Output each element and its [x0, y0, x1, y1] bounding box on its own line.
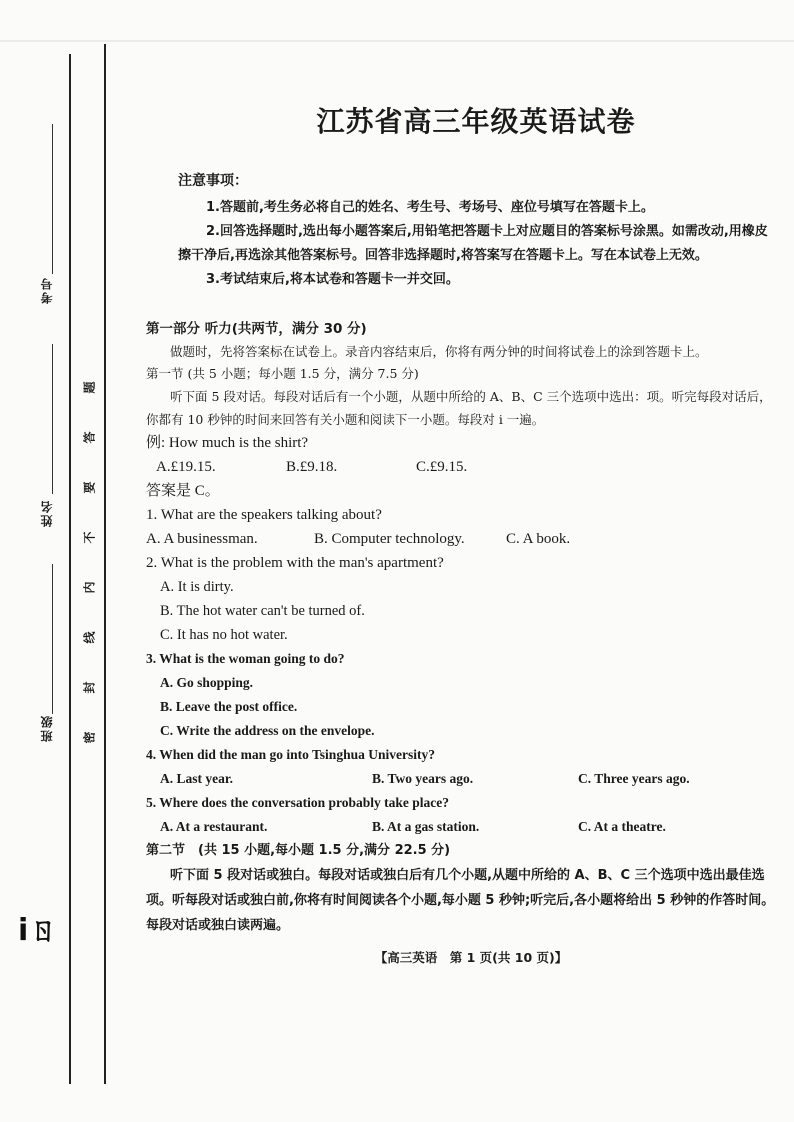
question-1: 1. What are the speakers talking about?	[146, 507, 382, 523]
example-option-c: C.£9.15.	[416, 459, 468, 475]
q4-option-b: B. Two years ago.	[372, 771, 474, 786]
q5-option-c: C. At a theatre.	[578, 819, 666, 834]
seal-char: 不	[82, 531, 97, 544]
notice-item: 3.考试结束后,将本试卷和答题卡一并交回。	[206, 272, 459, 287]
q4-option-a: A. Last year.	[160, 771, 233, 786]
question-5-options	[146, 815, 776, 839]
q1-option-c: C. A book.	[506, 531, 571, 547]
question-4-options	[146, 767, 776, 791]
seal-char: 密	[82, 731, 97, 744]
name-label: 姓名	[40, 499, 54, 527]
margin-line-inner	[104, 44, 106, 1084]
example-answer: 答案是 C。	[146, 483, 220, 499]
q3-option-c: C. Write the address on the envelope.	[160, 723, 375, 738]
section1-heading: 第一节 (共 5 小题；每小题 1.5 分，满分 7.5 分)	[146, 366, 419, 381]
seal-char: 线	[82, 631, 97, 644]
q5-option-a: A. At a restaurant.	[160, 819, 268, 834]
top-edge	[0, 40, 794, 42]
part1-heading: 第一部分 听力(共两节，满分 30 分)	[146, 321, 367, 337]
example-options	[146, 455, 776, 479]
question-5: 5. Where does the conversation probably take place?	[146, 795, 449, 810]
exam-title: 江苏省高三年级英语试卷	[316, 105, 636, 138]
name-line	[52, 344, 53, 494]
exam-number-label: 考号	[40, 276, 54, 304]
section2-intro: 听下面 5 段对话或独白。每段对话或独白后有几个小题,从题中所给的 A、B、C 三个选项中选出最佳选项。听每段对话或独白前,你将有时间阅读各个小题,每小题 5 秒钟;听完后,各小题将给出 5 秒钟的作答时间。每段对话或独白读两遍。	[146, 868, 775, 933]
q3-option-b: B. Leave the post office.	[160, 699, 298, 714]
q2-option-a: A. It is dirty.	[160, 579, 234, 595]
example-option-b: B.£9.18.	[286, 459, 338, 475]
question-3: 3. What is the woman going to do?	[146, 651, 345, 666]
q2-option-c: C. It has no hot water.	[160, 627, 288, 643]
q5-option-b: B. At a gas station.	[372, 819, 480, 834]
seal-char: 答	[82, 431, 97, 444]
seal-char: 封	[82, 681, 97, 694]
section1-intro: 听下面 5 段对话。每段对话后有一个小题，从题中所给的 A、B、C 三个选项中选出：项。听完每段对话后，你都有 10 秒钟的时间来回答有关小题和阅读下一小题。每段对 i 一遍。	[146, 389, 772, 427]
q2-option-b: B. The hot water can't be turned of.	[160, 603, 365, 619]
example-option-a: A.£19.15.	[156, 459, 216, 475]
page-footer: 【高三英语 第 1 页(共 10 页)】	[374, 950, 568, 965]
q1-option-a: A. A businessman.	[146, 531, 258, 547]
notice-item: 1.答题前,考生务必将自己的姓名、考生号、考场号、座位号填写在答题卡上。	[206, 200, 654, 215]
notice-block	[178, 170, 774, 292]
seal-char: 要	[82, 481, 97, 494]
seal-char: 题	[82, 381, 97, 394]
exam-number-line	[52, 124, 53, 274]
question-4: 4. When did the man go into Tsinghua University?	[146, 747, 435, 762]
notice-item: 2.回答选择题时,选出每小题答案后,用铅笔把答题卡上对应题目的答案标号涂黑。如需改动,用橡皮擦干净后,再选涂其他答案标号。回答非选择题时,将答案写在答题卡上。写在本试卷上无效。	[178, 224, 768, 263]
binding-margin	[0, 44, 120, 1122]
question-2: 2. What is the problem with the man's apartment?	[146, 555, 444, 571]
exam-content	[146, 100, 776, 966]
part1-intro: 做题时，先将答案标在试卷上。录音内容结束后，你将有两分钟的时间将试卷上的涂到答题卡上。	[170, 344, 708, 359]
handwritten-mark: iㄖ	[18, 913, 59, 948]
class-line	[52, 564, 53, 714]
question-1-options	[146, 527, 776, 551]
q3-option-a: A. Go shopping.	[160, 675, 254, 690]
q4-option-c: C. Three years ago.	[578, 771, 690, 786]
section2-heading: 第二节 (共 15 小题,每小题 1.5 分,满分 22.5 分)	[146, 843, 451, 858]
q1-option-b: B. Computer technology.	[314, 531, 465, 547]
class-label: 班级	[40, 714, 54, 742]
seal-char: 内	[82, 581, 97, 594]
margin-line-outer	[69, 54, 71, 1084]
example-question: 例: How much is the shirt?	[146, 435, 309, 451]
notice-heading: 注意事项：	[178, 173, 248, 189]
